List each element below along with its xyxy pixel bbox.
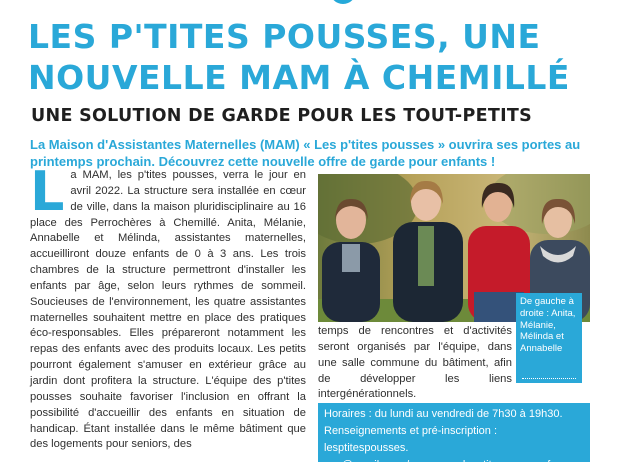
info-web: cea@gmail.com / www.mamlesptitespousses.fr bbox=[324, 459, 555, 471]
drop-cap: L bbox=[30, 160, 65, 223]
article-body-text: a MAM, les p'tites pousses, verra le jour en avril 2022. La structure sera installée en cœur de ville, dans la maison pluridisciplinaire au 16 place des Perrochères à Chemillé. Anita, Mélanie, Annabelle et Mélinda, assistantes maternelles, accueilliront douze enfants de 0 à 3 ans. Les trois chambres de la structure permettront d'installer les enfants par âge, selon leurs rythmes de sommeil. Soucieuses de l'environnement, les quatre assistantes maternelles souhaitent mettre en place des pratiques éco-responsables. Elles prépareront notamment les repas des enfants avec des produits locaux. Les petits pourront également s'amuser en extérieur grâce au jardin dont profitera la structure. L'équipe des p'tites pousses souhaite favoriser l'inclusion en offrant la possibilité d'accueillir des enfants en situation de handicap. Étant installée dans le même bâtiment que des logements pour seniors, des bbox=[30, 169, 306, 451]
article-body bbox=[30, 160, 306, 453]
info-hours: Horaires : du lundi au vendredi de 7h30 à 19h30. bbox=[324, 408, 563, 420]
article-subtitle: UNE SOLUTION DE GARDE POUR LES TOUT-PETITS bbox=[31, 106, 533, 126]
top-decoration bbox=[330, 0, 356, 4]
article-body-continued: temps de rencontres et d'activités seront organisés par l'équipe, dans une salle commune du bâtiment, afin de développer les liens intergénérationnels. bbox=[318, 325, 512, 401]
info-contact: Renseignements et pré-inscription : lesptitespousses. bbox=[324, 425, 498, 454]
photo-caption: De gauche à droite : Anita, Mélanie, Mélinda et Annabelle bbox=[516, 293, 582, 383]
article-lead: La Maison d'Assistantes Maternelles (MAM) « Les p'tites pousses » ouvrira ses portes au printemps prochain. Découvrez cette nouvelle offre de garde pour enfants ! bbox=[30, 137, 581, 169]
info-box bbox=[318, 403, 590, 471]
article-title: LES P'TITES POUSSES, UNE NOUVELLE MAM À CHEMILLÉ bbox=[28, 17, 570, 97]
